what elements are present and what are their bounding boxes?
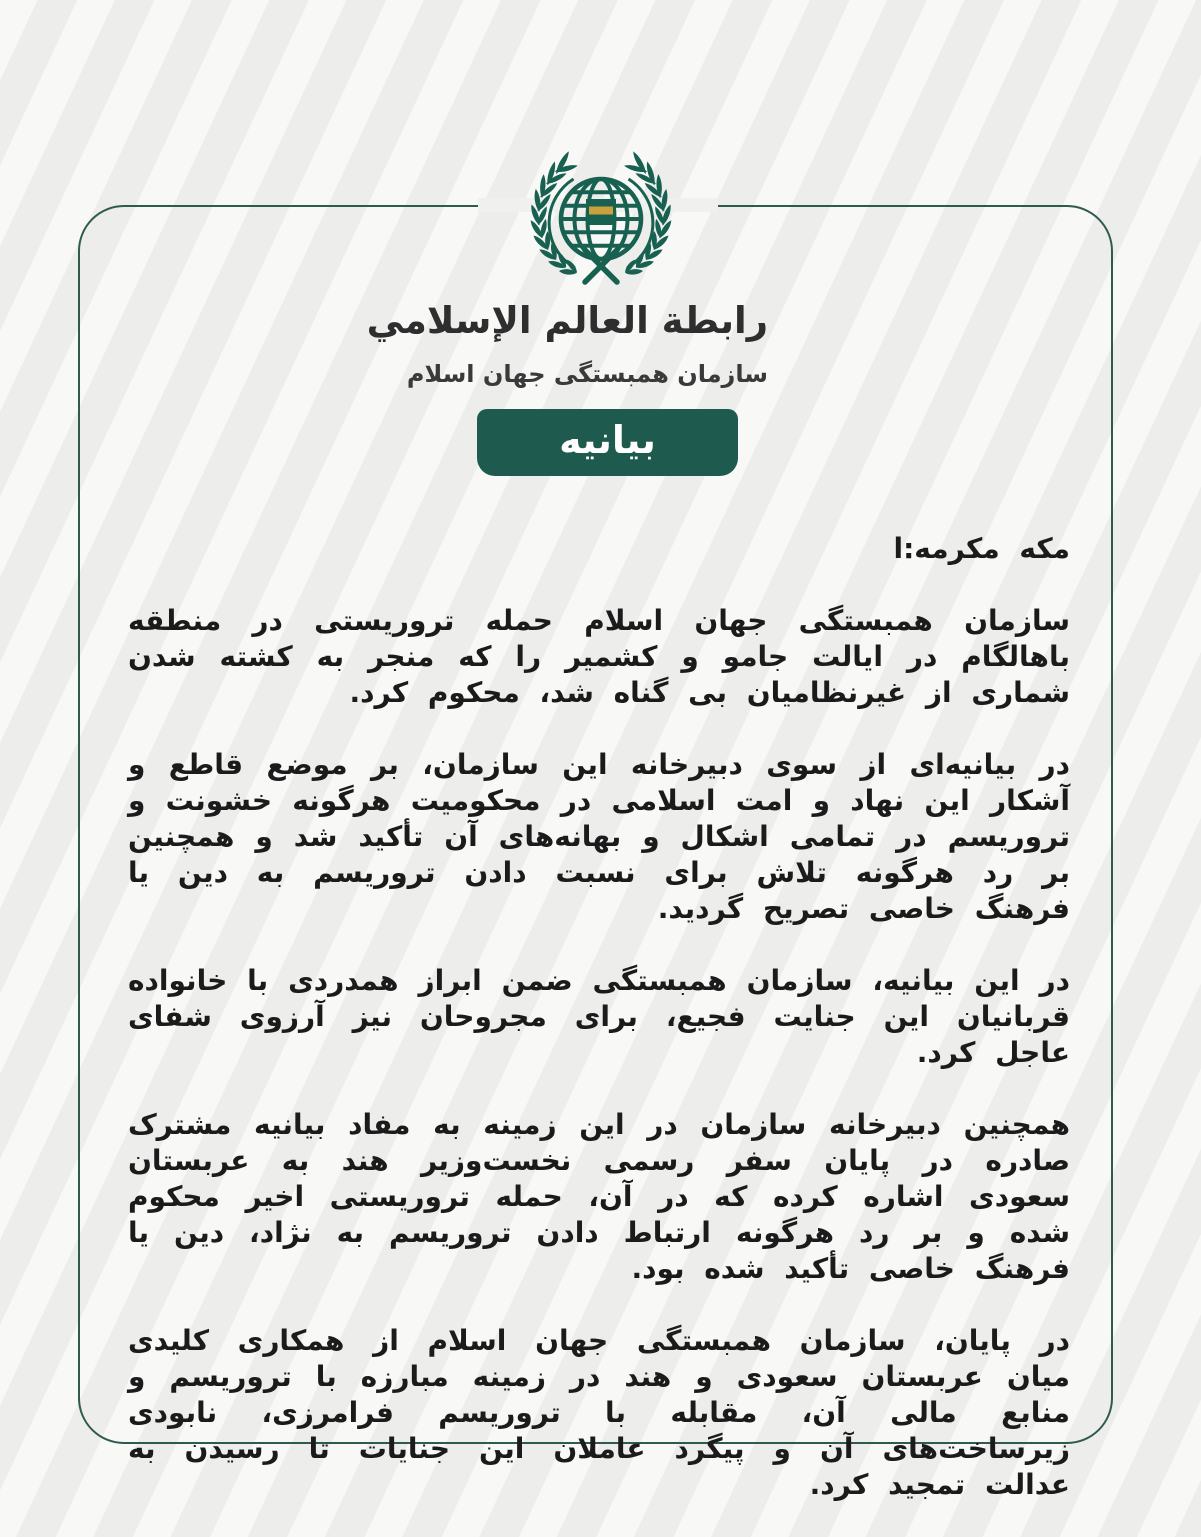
statement-paragraph: همچنین دبیرخانه سازمان در این زمینه به مفاد بیانیه مشترک صادره در پایان سفر رسمی نخست‌وزیر هند به عربستان سعودی اشاره کرده که در آن، حمله تروریستی اخیر محکوم شده و بر رد هرگونه ارتباط دادن تروریسم به نژاد، دین یا فرهنگ خاصی تأکید شده بود.	[128, 1108, 1070, 1285]
statement-banner	[477, 409, 738, 476]
kaaba-icon	[586, 199, 616, 225]
paragraph-list	[128, 603, 1070, 1503]
statement-body	[128, 531, 1070, 1503]
dateline: مکه مکرمه:ا	[893, 532, 1070, 565]
mwl-arabic-calligraphy: رابطة العالم الإسلامي	[366, 299, 768, 342]
statement-paragraph: در این بیانیه، سازمان همبستگی ضمن ابراز همدردی با خانواده قربانیان این جنایت فجیع، برای مجروحان نیز آرزوی شفای عاجل کرد.	[128, 964, 1070, 1069]
org-name-persian: سازمان همبستگی جهان اسلام	[406, 360, 768, 388]
statement-paragraph: سازمان همبستگی جهان اسلام حمله تروریستی در منطقه باهالگام در ایالت جامو و کشمیر را که منجر به کشته شدن شماری از غیرنظامیان بی گناه شد، محکوم کرد.	[128, 604, 1070, 709]
statement-paragraph: در بیانیه‌ای از سوی دبیرخانه این سازمان، بر موضع قاطع و آشکار این نهاد و امت اسلامی در محکومیت هرگونه خشونت و تروریسم در تمامی اشکال و بهانه‌های آن تأکید شد و همچنین بر رد هرگونه تلاش برای نسبت دادن تروریسم به دین یا فرهنگ خاصی تصریح گردید.	[128, 748, 1070, 925]
mwl-emblem-icon	[501, 149, 701, 299]
statement-paragraph: در پایان، سازمان همبستگی جهان اسلام از همکاری کلیدی میان عربستان سعودی و هند در زمینه مبارزه با تروریسم و منابع مالی آن، مقابله با تروریسم فرامرزی، نابودی زیرساخت‌های آن و پیگرد عاملان این جنایات تا رسیدن به عدالت تمجید کرد.	[128, 1324, 1070, 1501]
statement-banner-label: بیانیه	[559, 417, 656, 462]
